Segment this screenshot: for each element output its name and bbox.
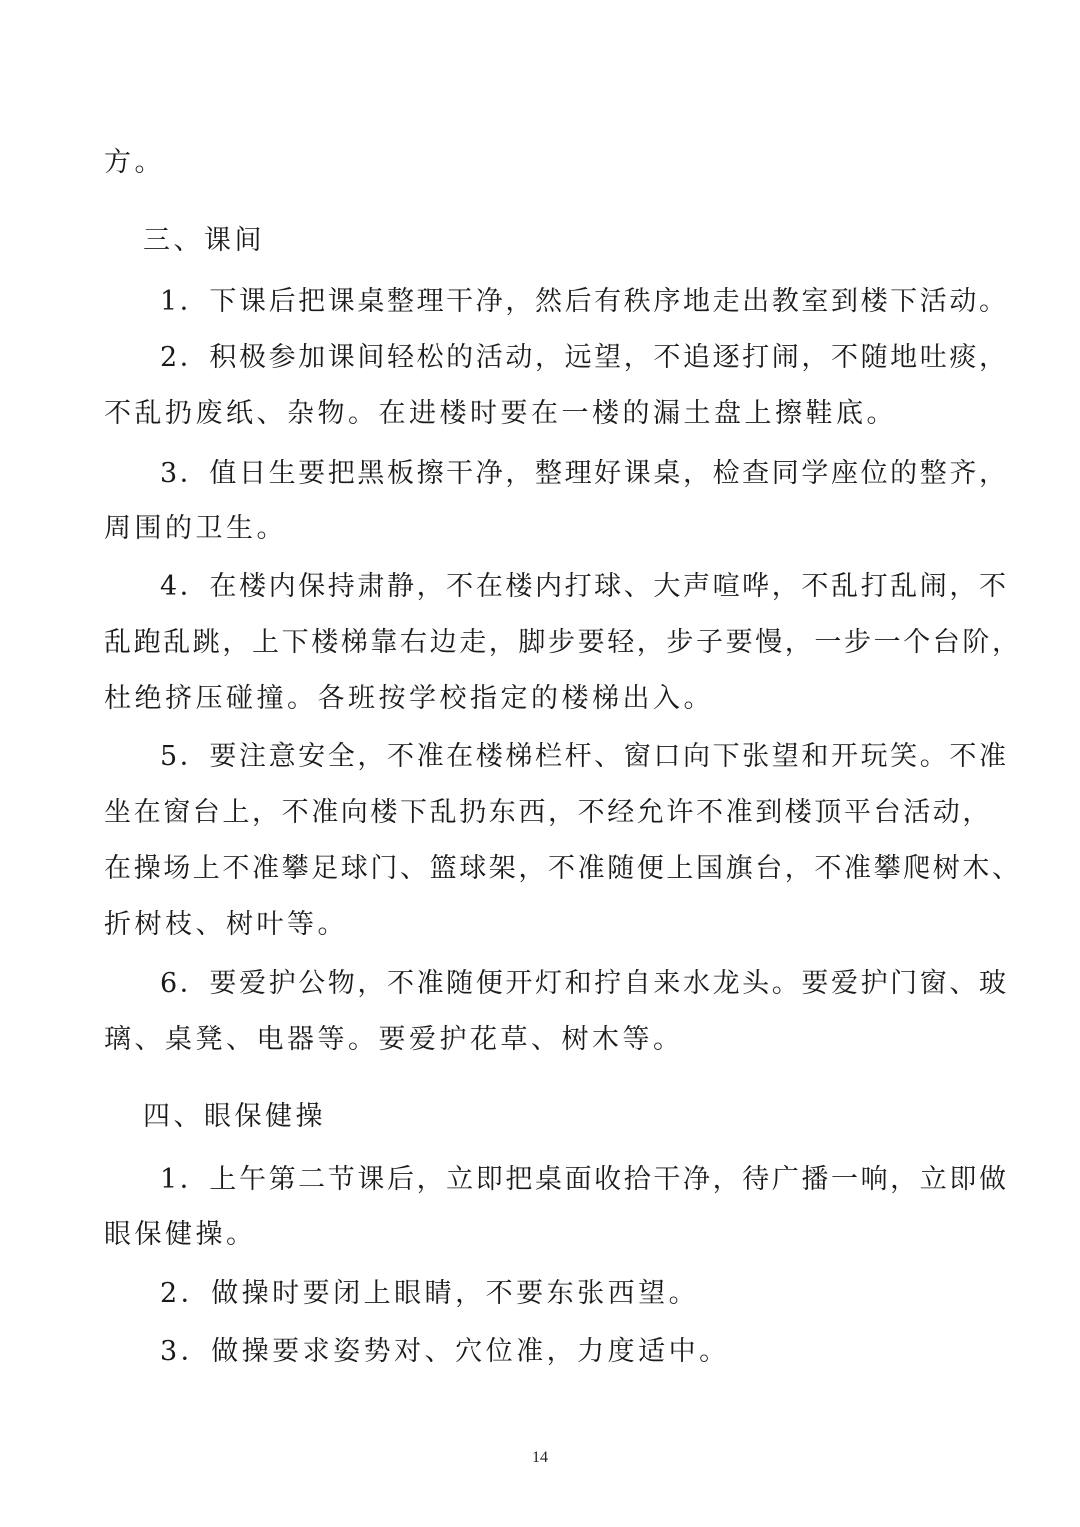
recess-item-5-line-3: 在操场上不准攀足球门、篮球架，不准随便上国旗台，不准攀爬树木、 — [104, 853, 1022, 884]
recess-item-4-line-1: 4．在楼内保持肃静，不在楼内打球、大声喧哗，不乱打乱闹，不 — [160, 571, 1009, 602]
page-number: 14 — [532, 1449, 548, 1466]
text-line-continuation: 方。 — [104, 147, 165, 178]
eye-exercise-item-1-line-2: 眼保健操。 — [104, 1219, 257, 1250]
recess-item-5-line-2: 坐在窗台上，不准向楼下乱扔东西，不经允许不准到楼顶平台活动， — [104, 797, 992, 828]
section-heading-recess: 三、课间 — [143, 225, 265, 256]
eye-exercise-item-3: 3．做操要求姿势对、穴位准，力度适中。 — [160, 1336, 730, 1367]
recess-item-3-line-1: 3．值日生要把黑板擦干净，整理好课桌，检查同学座位的整齐， — [160, 458, 1009, 489]
recess-item-2-line-2: 不乱扔废纸、杂物。在进楼时要在一楼的漏土盘上擦鞋底。 — [104, 398, 897, 429]
section-heading-eye-exercise: 四、眼保健操 — [143, 1101, 326, 1132]
recess-item-2-line-1: 2．积极参加课间轻松的活动，远望，不追逐打闹，不随地吐痰， — [160, 342, 1009, 373]
recess-item-4-line-2: 乱跑乱跳，上下楼梯靠右边走，脚步要轻，步子要慢，一步一个台阶， — [104, 627, 1022, 658]
recess-item-6-line-1: 6．要爱护公物，不准随便开灯和拧自来水龙头。要爱护门窗、玻 — [160, 968, 1009, 999]
recess-item-3-line-2: 周围的卫生。 — [104, 513, 287, 544]
recess-item-4-line-3: 杜绝挤压碰撞。各班按学校指定的楼梯出入。 — [104, 683, 714, 714]
recess-item-5-line-4: 折树枝、树叶等。 — [104, 909, 348, 940]
eye-exercise-item-2: 2．做操时要闭上眼睛，不要东张西望。 — [160, 1278, 700, 1309]
recess-item-1: 1．下课后把课桌整理干净，然后有秩序地走出教室到楼下活动。 — [160, 286, 1009, 317]
recess-item-6-line-2: 璃、桌凳、电器等。要爱护花草、树木等。 — [104, 1024, 684, 1055]
recess-item-5-line-1: 5．要注意安全，不准在楼梯栏杆、窗口向下张望和开玩笑。不准 — [160, 741, 1009, 772]
eye-exercise-item-1-line-1: 1．上午第二节课后，立即把桌面收拾干净，待广播一响，立即做 — [160, 1164, 1009, 1195]
